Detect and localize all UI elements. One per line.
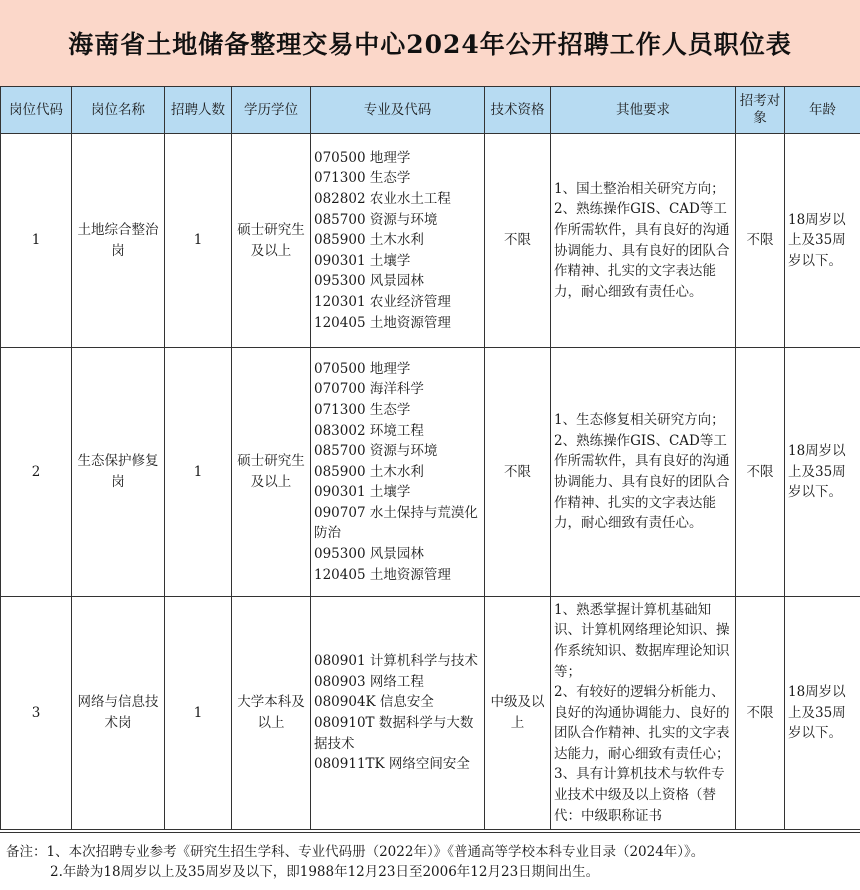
cell-code: 2: [1, 348, 72, 597]
major-item: 071300 生态学: [314, 401, 411, 418]
cell-target: 不限: [736, 348, 785, 597]
cell-majors: [311, 134, 485, 348]
requirement-item: 1、国土整治相关研究方向；: [554, 180, 725, 197]
major-item: 090301 土壤学: [314, 252, 411, 269]
note-line-1: 备注：1、本次招聘专业参考《研究生招生学科、专业代码册（2022年）》《普通高等学校本科专业目录（2024年）》。: [6, 844, 705, 860]
cell-code: 3: [1, 597, 72, 830]
cell-age: 18周岁以上及35周岁以下。: [785, 348, 860, 597]
note-line-2: 2.年龄为18周岁以上及35周岁及以下，即1988年12月23日至2006年12月23日期间出生。: [50, 864, 600, 880]
table-row: [1, 134, 860, 348]
header-code: 岗位代码: [1, 87, 72, 134]
major-item: 070500 地理学: [314, 360, 411, 377]
header-education: 学历学位: [232, 87, 311, 134]
major-item: 095300 风景园林: [314, 546, 424, 563]
cell-education: 硕士研究生及以上: [232, 134, 311, 348]
table-row: [1, 348, 860, 597]
major-item: 095300 风景园林: [314, 273, 424, 290]
header-qualification: 技术资格: [485, 87, 551, 134]
cell-education: 大学本科及以上: [232, 597, 311, 830]
table-row: [1, 597, 860, 830]
major-item: 080910T 数据科学与大数据技术: [314, 715, 474, 752]
major-item: 083002 环境工程: [314, 422, 424, 439]
cell-target: 不限: [736, 134, 785, 348]
major-item: 070700 海洋科学: [314, 381, 424, 398]
major-item: 120405 土地资源管理: [314, 566, 451, 583]
major-item: 120301 农业经济管理: [314, 293, 451, 310]
requirement-item: 1、熟悉掌握计算机基础知识、计算机网络理论知识、操作系统知识、数据库理论知识等；: [554, 601, 730, 680]
cell-name: 网络与信息技术岗: [72, 597, 165, 830]
cell-qualification: 不限: [485, 134, 551, 348]
major-item: 082802 农业水土工程: [314, 191, 451, 208]
cell-majors: [311, 348, 485, 597]
major-item: 120405 土地资源管理: [314, 314, 451, 331]
major-item: 085900 土木水利: [314, 232, 424, 249]
cell-age: 18周岁以上及35周岁以下。: [785, 597, 860, 830]
notes: [0, 832, 860, 890]
table-header-row: [1, 87, 860, 134]
cell-requirements: [551, 134, 736, 348]
title-bar: [0, 0, 860, 87]
major-item: 070500 地理学: [314, 149, 411, 166]
major-item: 080903 网络工程: [314, 673, 424, 690]
major-item: 090707 水土保持与荒漠化防治: [314, 504, 478, 542]
position-table: [0, 86, 860, 830]
header-target: 招考对象: [736, 87, 785, 134]
cell-name: 土地综合整治岗: [72, 134, 165, 348]
page-title: 海南省土地储备整理交易中心2024年公开招聘工作人员职位表: [68, 30, 792, 59]
requirement-item: 2、有较好的逻辑分析能力、良好的沟通协调能力、良好的团队合作精神、扎实的文字表达能力，耐心细致有责任心；: [554, 684, 730, 762]
header-name: 岗位名称: [72, 87, 165, 134]
header-requirements: 其他要求: [551, 87, 736, 134]
major-item: 080904K 信息安全: [314, 694, 434, 711]
requirement-item: 2、熟练操作GIS、CAD等工作所需软件，具有良好的沟通协调能力、具有良好的团队合作精神、扎实的文字表达能力，耐心细致有责任心。: [554, 432, 730, 532]
cell-code: 1: [1, 134, 72, 348]
major-item: 080901 计算机科学与技术: [314, 653, 478, 670]
cell-qualification: 中级及以上: [485, 597, 551, 830]
major-item: 071300 生态学: [314, 170, 411, 187]
cell-age: 18周岁以上及35周岁以下。: [785, 134, 860, 348]
requirement-item: 2、熟练操作GIS、CAD等工作所需软件，具有良好的沟通协调能力、具有良好的团队合作精神、扎实的文字表达能力，耐心细致有责任心。: [554, 201, 730, 300]
major-item: 085700 资源与环境: [314, 211, 438, 228]
requirement-item: 1、生态修复相关研究方向；: [554, 412, 725, 429]
cell-majors: [311, 597, 485, 830]
cell-education: 硕士研究生及以上: [232, 348, 311, 597]
header-count: 招聘人数: [165, 87, 232, 134]
major-item: 080911TK 网络空间安全: [314, 756, 470, 773]
requirements-clip: [554, 600, 732, 827]
requirement-item: 3、具有计算机技术与软件专业技术中级及以上资格（替代：中级职称证书: [554, 766, 725, 824]
cell-count: 1: [165, 597, 232, 830]
cell-name: 生态保护修复岗: [72, 348, 165, 597]
major-item: 085900 土木水利: [314, 463, 424, 480]
major-item: 085700 资源与环境: [314, 443, 438, 460]
cell-target: 不限: [736, 597, 785, 830]
cell-requirements: [551, 348, 736, 597]
major-item: 090301 土壤学: [314, 484, 411, 501]
header-age: 年龄: [785, 87, 860, 134]
cell-count: 1: [165, 134, 232, 348]
cell-qualification: 不限: [485, 348, 551, 597]
cell-count: 1: [165, 348, 232, 597]
header-majors: 专业及代码: [311, 87, 485, 134]
cell-requirements: [551, 597, 736, 830]
